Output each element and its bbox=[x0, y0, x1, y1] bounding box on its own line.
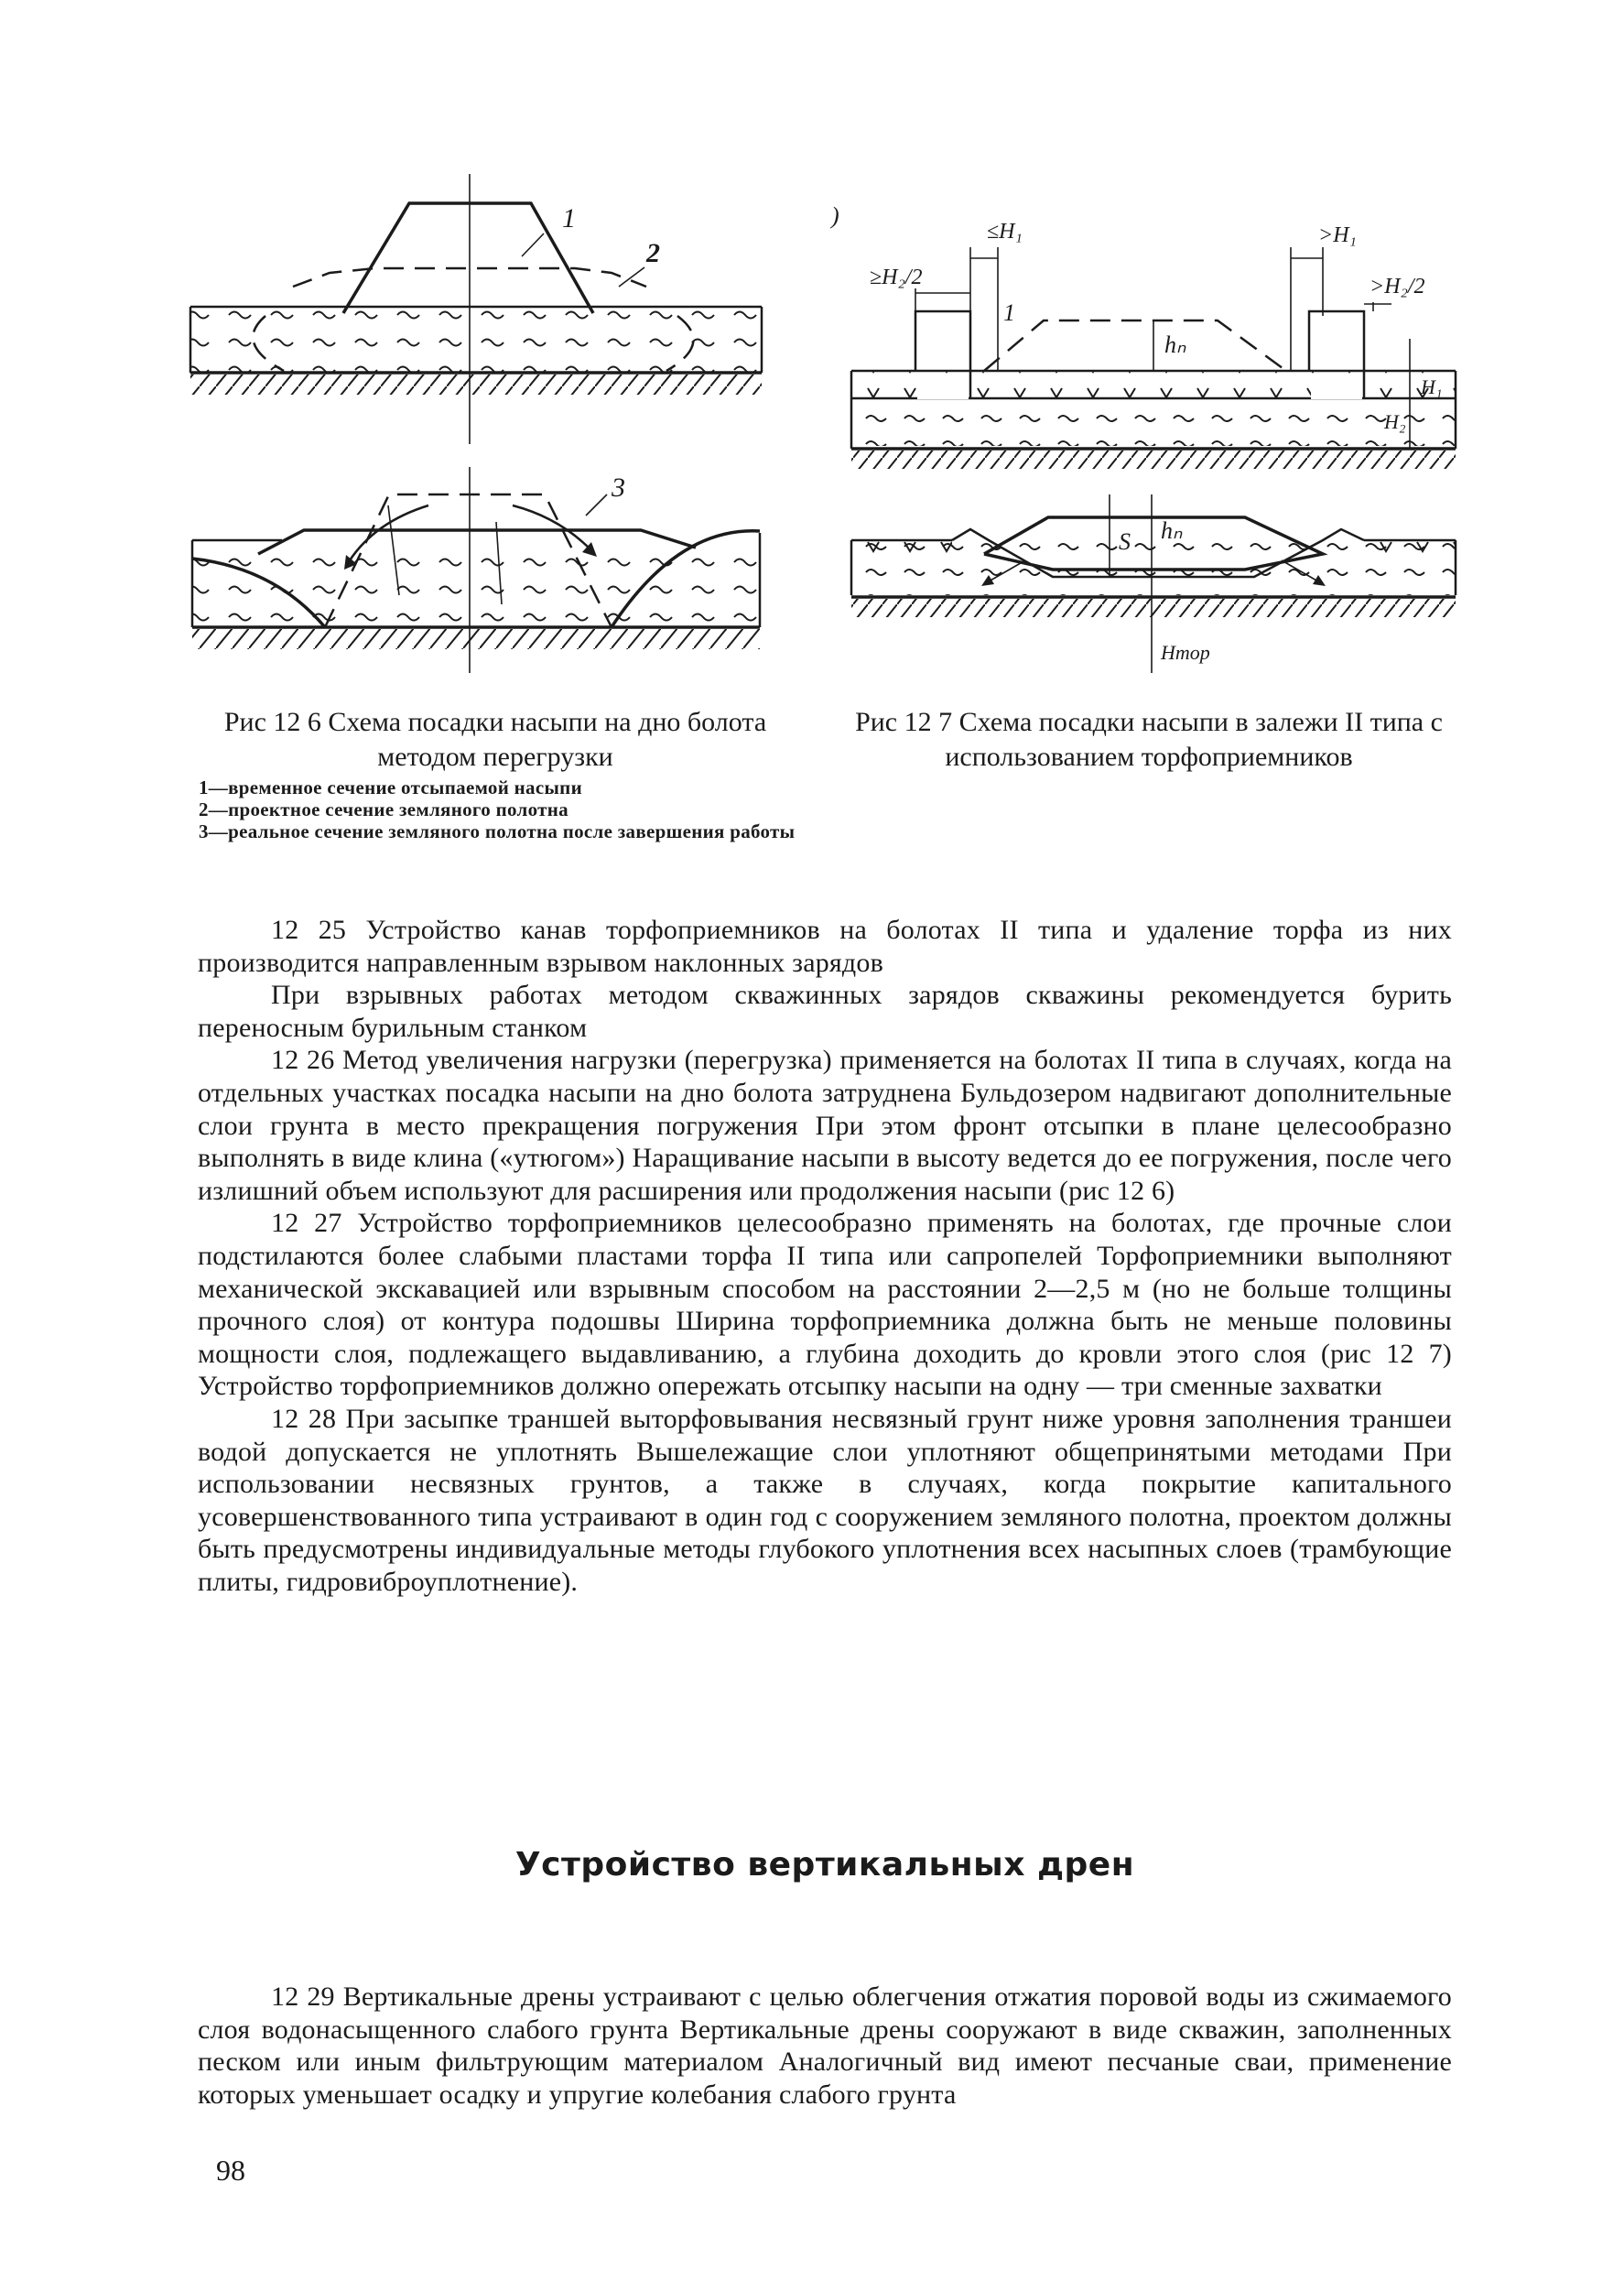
label-h-torf: Hтор bbox=[1161, 641, 1210, 664]
label-H1: H₁ bbox=[1421, 375, 1443, 398]
bog-layer-lower bbox=[192, 540, 760, 623]
body-text-2 bbox=[198, 1981, 1452, 2111]
section-heading: Устройство вертикальных дрен bbox=[514, 1846, 1135, 1884]
figure-12-7-title: Рис 12 7 Схема посадки насыпи в залежи II типа с использованием торфоприемников bbox=[855, 707, 1443, 772]
label-h2-half-left: ≥H₂/2 bbox=[870, 266, 923, 289]
bottom-hatch-lower bbox=[192, 629, 760, 649]
figure-12-6 bbox=[183, 165, 769, 696]
legend-item-1: 1—временное сечение отсыпаемой насыпи bbox=[199, 776, 582, 798]
label-h1-max: ≤H₁ bbox=[987, 220, 1023, 244]
svg-text:): ) bbox=[831, 202, 839, 229]
paragraph-12-28: 12 28 При засыпке траншей выторфовывания несвязный грунт ниже уровня заполнения траншеи водой допускается не уплотнять Вышележащие слои уплотняют общепринятыми методами При использовании несвязных грунтов, а также в случаях, когда покрытие капитального усовершенствованного типа устраивают в один год с сооружением земляного полотна, проектом должны быть предусмотрены индивидуальные методы глубокого уплотнения всех насыпных слоев (трамбующие плиты, гидровиброуплотнение). bbox=[198, 1403, 1452, 1597]
paragraph-12-26: 12 26 Метод увеличения нагрузки (перегрузка) применяется на болотах II типа в случаях, когда на отдельных участках посадка насыпи на дно болота затруднена Бульдозером надвигают дополнительные слои грунта в место прекращения погружения При этом фронт отсыпки в плане целесообразно выполнять в виде клина («утюгом») Наращивание насыпи в высоту ведется до ее погружения, после чего излишний объем используют для расширения или продолжения насыпи (рис 12 6) bbox=[198, 1045, 1452, 1206]
weak-layer bbox=[851, 400, 1456, 446]
fig127-lower bbox=[851, 494, 1456, 673]
label-marker-1: 1 bbox=[1003, 299, 1015, 326]
marker-3: 3 bbox=[612, 472, 625, 503]
figure-12-7 bbox=[824, 201, 1465, 714]
temporary-section bbox=[343, 203, 593, 313]
fig126-upper bbox=[190, 174, 762, 444]
label-hn-bottom: hₙ bbox=[1161, 517, 1183, 544]
marker-1: 1 bbox=[562, 203, 576, 233]
bog-layer bbox=[190, 307, 762, 373]
paragraph-blasting: При взрывных работах методом скважинных зарядов скважины рекомендуется бурить переносным бурильным станком bbox=[198, 980, 1452, 1043]
bottom-hatch-127-lower bbox=[851, 599, 1456, 617]
fig127-upper bbox=[829, 202, 1456, 469]
label-h2-half-right: >H₂/2 bbox=[1370, 275, 1425, 299]
embankment-outline bbox=[984, 320, 1286, 371]
label-h1-min: >H₁ bbox=[1318, 223, 1357, 247]
label-hn-top: hₙ bbox=[1164, 331, 1186, 358]
figure-12-6-title: Рис 12 6 Схема посадки насыпи на дно болота методом перегрузки bbox=[223, 707, 767, 772]
label-S: S bbox=[1119, 528, 1131, 555]
figure-12-7-caption bbox=[844, 705, 1454, 775]
bottom-hatch-127 bbox=[851, 451, 1456, 469]
bottom-hatch bbox=[190, 375, 762, 395]
paragraph-12-29: 12 29 Вертикальные дрены устраивают с целью облегчения отжатия поровой воды из сжимаемого слоя водонасыщенного слабого грунта Вертикальные дрены сооружают в виде скважин, заполненных песком или иным фильтрующим материалом Аналогичный вид имеют песчаные сваи, применение которых уменьшает осадку и упругие колебания слабого грунта bbox=[198, 1982, 1452, 2110]
legend-item-2: 2—проектное сечение земляного полотна bbox=[199, 798, 568, 820]
label-H2: H₂ bbox=[1384, 410, 1406, 433]
paragraph-12-27: 12 27 Устройство торфоприемников целесообразно применять на болотах, где прочные слои подстилаются более слабыми пластами торфа II типа или сапропелей Торфоприемники выполняют механической экскавацией или взрывным способом на расстоянии 2—2,5 м (но не больше толщины прочного слоя) от контура подошвы Ширина торфоприемника должна быть не меньше половины мощности слоя, подлежащего выдавливанию, а глубина доходить до кровли этого слоя (рис 12 7) Устройство торфоприемников должно опережать отсыпку насыпи на одну — три сменные захватки bbox=[198, 1208, 1452, 1402]
figure-12-7-drawing bbox=[824, 201, 1465, 714]
figure-12-6-drawing bbox=[183, 165, 769, 696]
paragraph-12-25: 12 25 Устройство канав торфоприемников на болотах II типа и удаление торфа из них производится направленным взрывом наклонных зарядов bbox=[198, 915, 1452, 978]
figure-12-6-caption bbox=[188, 705, 803, 842]
fig126-lower bbox=[192, 467, 760, 673]
legend-item-3: 3—реальное сечение земляного полотна после завершения работы bbox=[199, 820, 796, 842]
body-text bbox=[198, 914, 1452, 1598]
marker-2: 2 bbox=[646, 238, 660, 268]
page-number: 98 bbox=[216, 2154, 245, 2187]
